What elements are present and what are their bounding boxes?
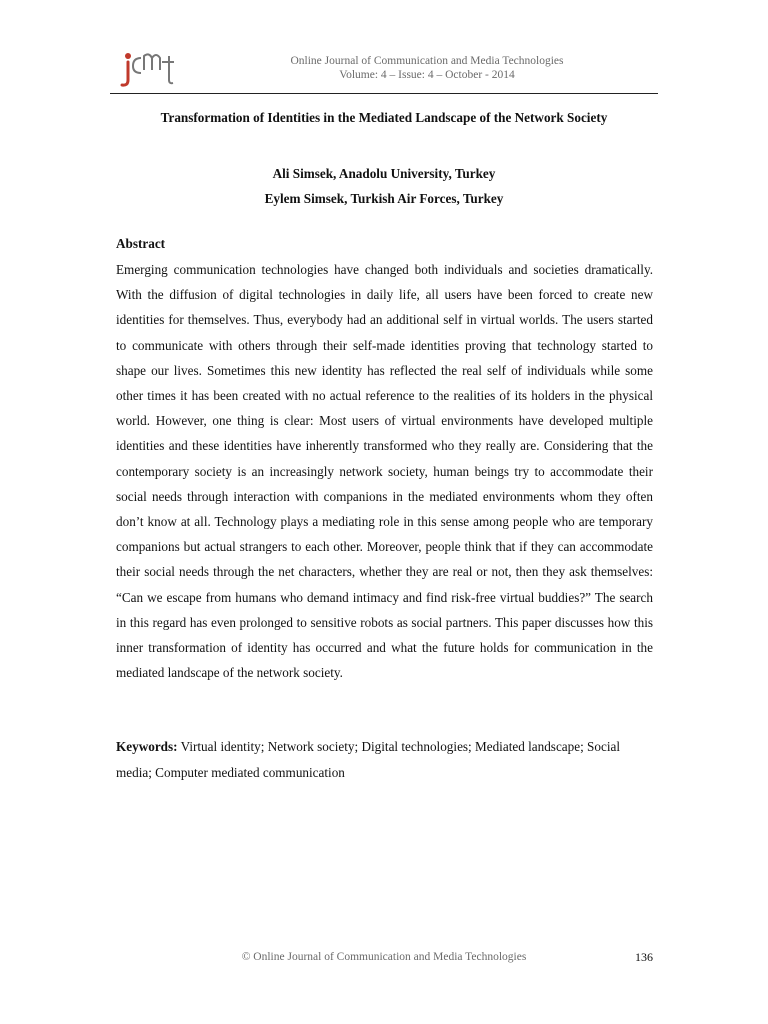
footer-copyright: © Online Journal of Communication and Media Technologies bbox=[241, 951, 527, 963]
journal-name: Online Journal of Communication and Media Technologies bbox=[290, 55, 564, 67]
issue-line: Volume: 4 – Issue: 4 – October - 2014 bbox=[339, 69, 515, 81]
logo-dot bbox=[125, 53, 131, 59]
journal-logo bbox=[116, 44, 180, 90]
paper-title: Transformation of Identities in the Mediated Landscape of the Network Society bbox=[160, 110, 608, 125]
keywords-label: Keywords: bbox=[116, 739, 178, 754]
journal-header bbox=[230, 54, 624, 82]
header-divider bbox=[110, 93, 658, 94]
abstract-heading: Abstract bbox=[116, 236, 166, 251]
abstract-text: Emerging communication technologies have changed both individuals and societies dramatically. With the diffusion of digital technologies in daily life, all users have been forced to create new identities for themselves. Thus, everybody had an additional self in virtual worlds. The users started to communicate with others through their self-made identities proving that technology started to shape our lives. Sometimes this new identity has reflected the real self of individuals while some other times it has been created with no actual reference to the realities of its holders in the physical world. However, one thing is clear: Most users of virtual environments have developed multiple identities and these identities have inherently transformed who they really are. Considering that the contemporary society is an increasingly network society, human beings try to accommodate their social needs through interaction with companions in the mediated environments whom they often don’t know at all. Technology plays a mediating role in this sense among people who are temporary companions but actual strangers to each other. Moreover, people think that if they can accommodate their social needs through the net characters, whether they are real or not, then they ask themselves: “Can we escape from humans who demand intimacy and find risk-free virtual buddies?” The search in this regard has even prolonged to sensitive robots as social partners. This paper discusses how this inner transformation of identity has occurred and what the future holds for communication in the mediated landscape of the network society. bbox=[116, 262, 653, 681]
author-line: Ali Simsek, Anadolu University, Turkey bbox=[272, 166, 496, 181]
author-list bbox=[110, 161, 658, 211]
page-number: 136 bbox=[635, 950, 653, 964]
author-line: Eylem Simsek, Turkish Air Forces, Turkey bbox=[264, 191, 504, 206]
jcmt-logo-icon bbox=[116, 44, 180, 90]
keywords bbox=[116, 734, 653, 786]
keywords-text: Virtual identity; Network society; Digital technologies; Mediated landscape; Social media; Computer mediated communication bbox=[116, 739, 621, 780]
